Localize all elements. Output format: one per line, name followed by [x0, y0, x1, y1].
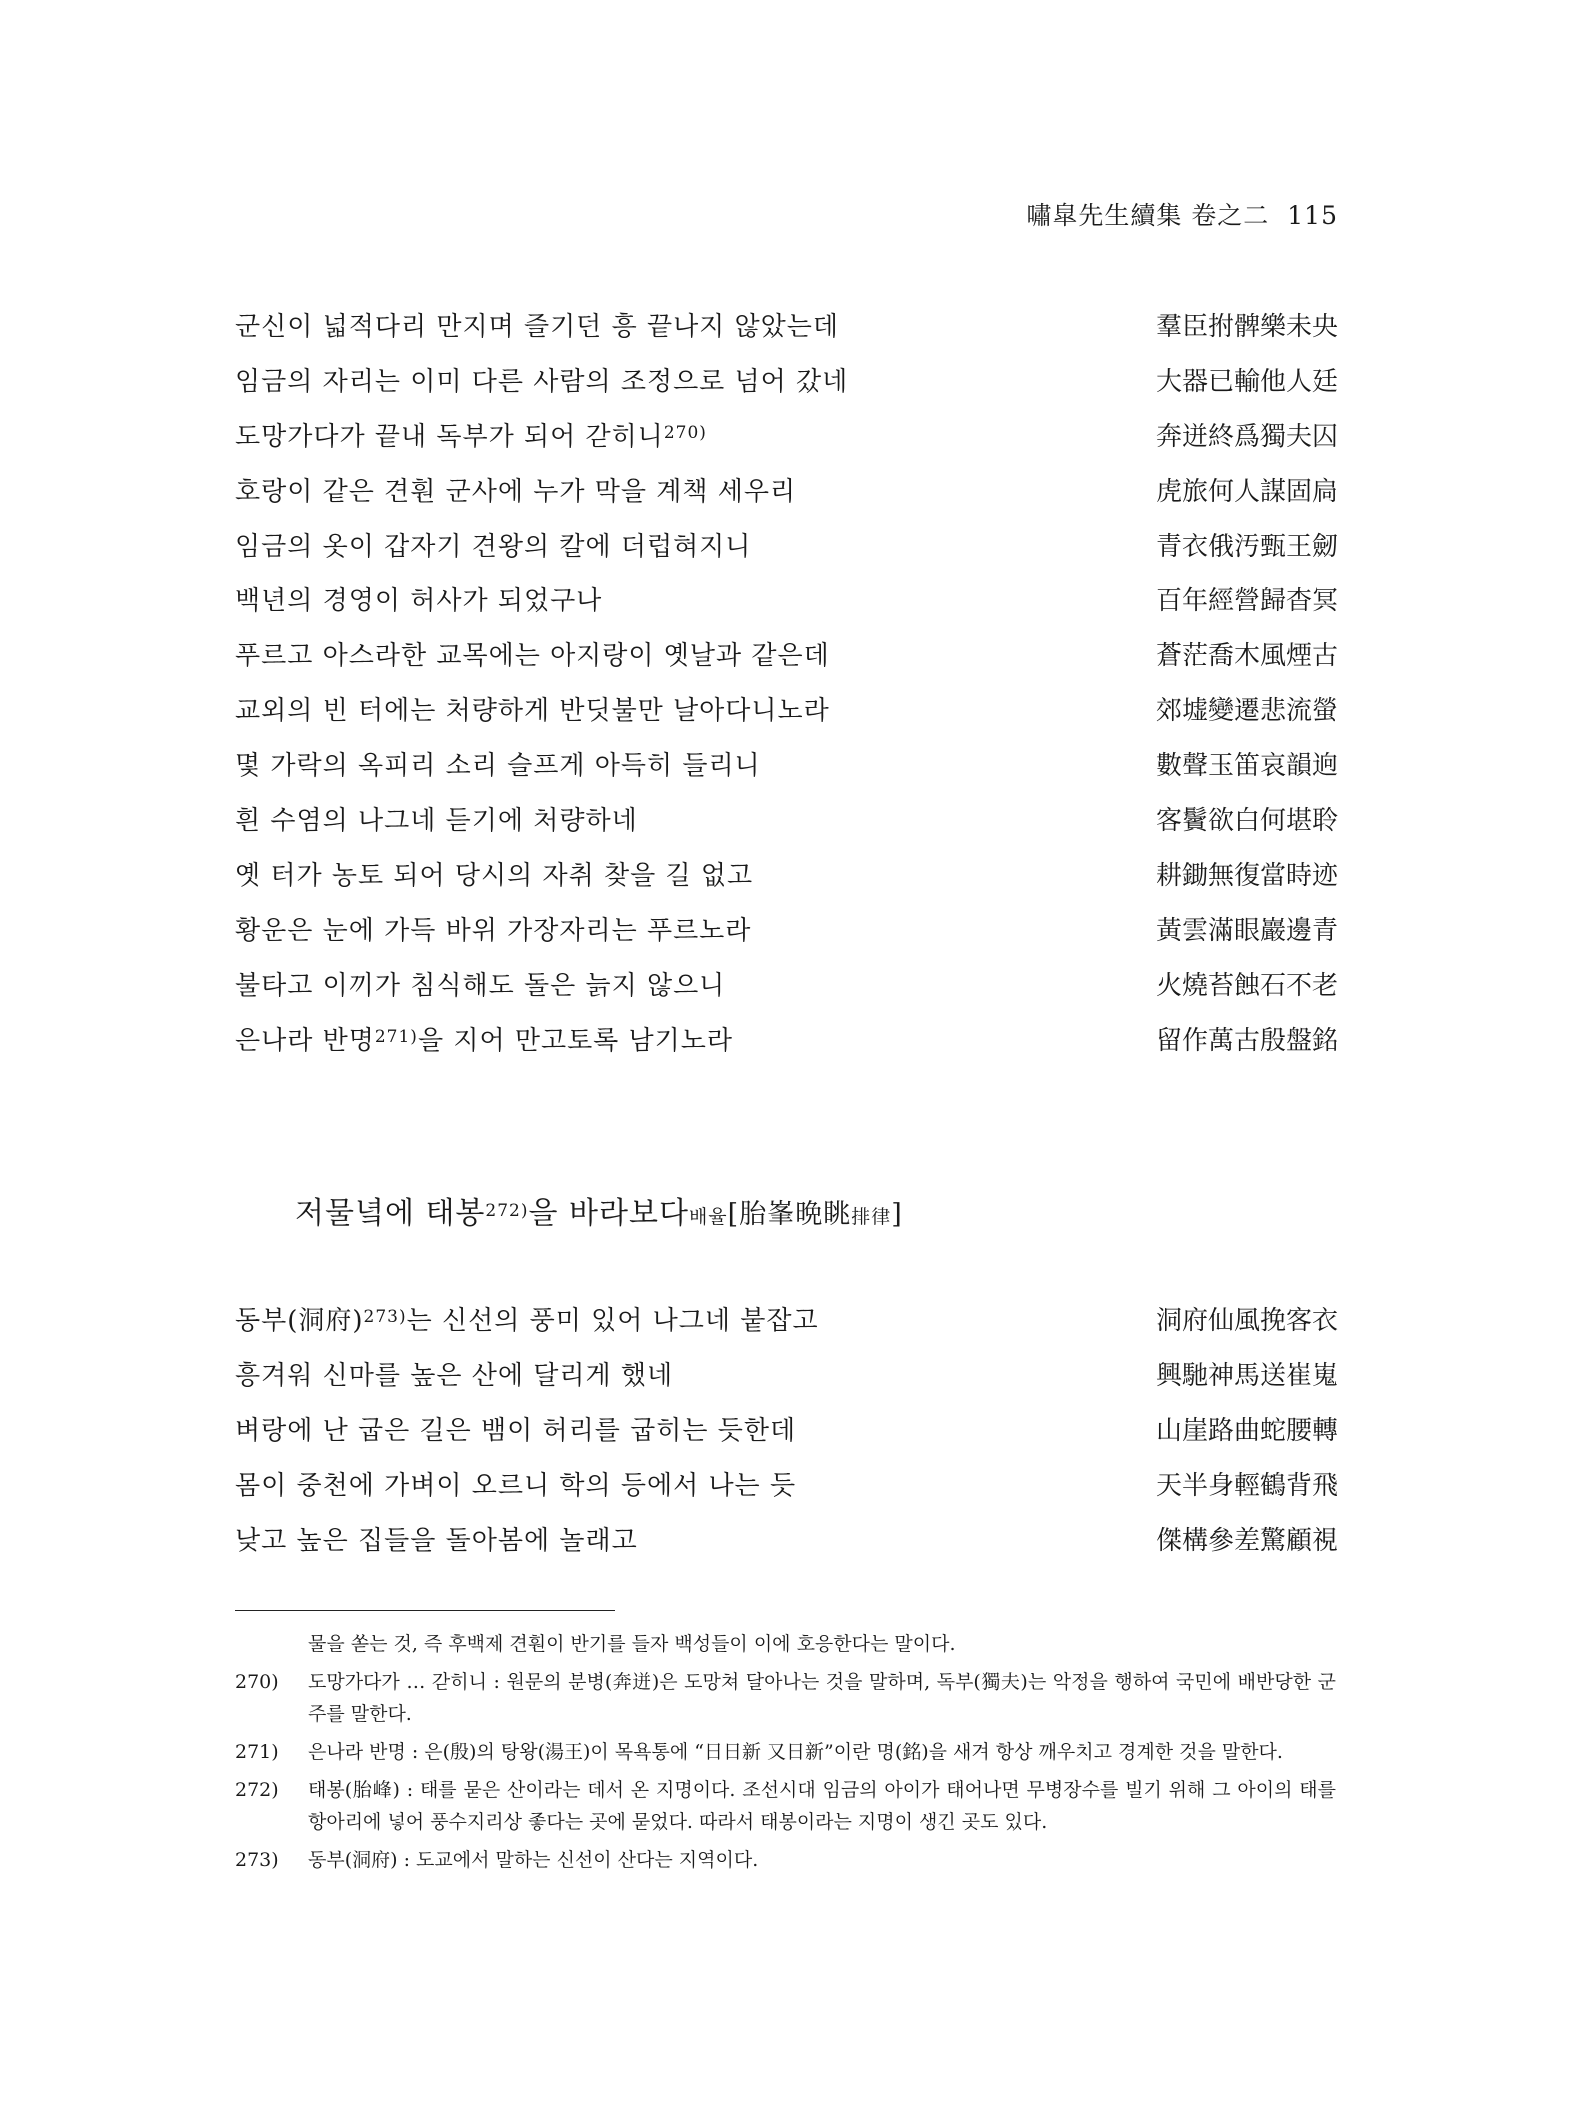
korean-translation: [235, 910, 751, 947]
korean-translation: [235, 635, 830, 672]
hanja-original: 洞府仙風挽客衣: [1155, 1306, 1338, 1336]
hanja-original: 百年經營歸杳冥: [1155, 586, 1338, 617]
korean-translation: [235, 361, 848, 398]
korean-translation: [235, 1520, 638, 1557]
poem-title-korean-b: 을 바라보다: [528, 1196, 689, 1231]
korean-text: 도망가다가 끝내 독부가 되어 갇히니: [235, 421, 664, 452]
korean-text: 은나라 반명: [235, 1025, 375, 1056]
korean-text-cont: 는 신선의 풍미 있어 나그네 붙잡고: [406, 1306, 819, 1336]
poem-continuation: [235, 306, 1338, 1074]
footnote: [235, 1774, 1336, 1838]
korean-text: 흰 수염의 나그네 듣기에 처량하네: [235, 806, 638, 837]
korean-translation: [235, 1465, 796, 1502]
hanja-original: 黃雲滿眼巖邊青: [1155, 915, 1338, 946]
korean-translation: [235, 1300, 819, 1337]
hanja-original: 蒼茫喬木風煙古: [1155, 641, 1338, 672]
korean-text: 몸이 중천에 가벼이 오르니 학의 등에서 나는 듯: [235, 1470, 797, 1501]
korean-text: 낮고 높은 집들을 돌아봄에 놀래고: [235, 1525, 638, 1556]
footnote-text: 동부(洞府) : 도교에서 말하는 신선이 산다는 지역이다.: [308, 1849, 759, 1871]
hanja-original: 郊墟變遷悲流螢: [1155, 696, 1338, 727]
hanja-original: 山崖路曲蛇腰轉: [1155, 1415, 1338, 1446]
poem-body: [235, 1300, 1338, 1574]
footnote-text: 도망가다가 … 갇히니 : 원문의 분병(奔迸)은 도망쳐 달아나는 것을 말하며, 독부(獨夫)는 악정을 행하여 국민에 배반당한 군주를 말한다.: [308, 1671, 1336, 1725]
footnote-ref[interactable]: 270): [663, 422, 707, 443]
footnote-ref[interactable]: 272): [485, 1201, 529, 1221]
hanja-original: 數聲玉笛哀韻逈: [1155, 751, 1338, 782]
hanja-original: 虎旅何人謀固扃: [1155, 476, 1338, 507]
poem-line: [235, 1300, 1338, 1355]
footnote-text: 은나라 반명 : 은(殷)의 탕왕(湯王)이 목욕통에 “日日新 又日新”이란 명(銘)을 새겨 항상 깨우치고 경계한 것을 말한다.: [308, 1741, 1283, 1763]
korean-text: 임금의 자리는 이미 다른 사람의 조정으로 넘어 갔네: [235, 366, 849, 397]
page-number: 115: [1287, 201, 1338, 230]
hanja-original: 耕鋤無復當時迹: [1155, 860, 1338, 891]
korean-text: 황운은 눈에 가득 바위 가장자리는 푸르노라: [235, 915, 752, 946]
footnote-number: 270): [235, 1671, 279, 1693]
korean-translation: [235, 690, 830, 727]
poem-form-korean: 배율: [688, 1206, 728, 1228]
poem-line: [235, 416, 1338, 471]
footnote-ref[interactable]: 271): [374, 1026, 418, 1047]
korean-translation: [235, 745, 761, 782]
poem-line: [235, 910, 1338, 965]
hanja-original: 傑構參差驚顧視: [1155, 1525, 1338, 1556]
poem-line: [235, 800, 1338, 855]
poem-line: [235, 580, 1338, 635]
poem-line: [235, 745, 1338, 800]
hanja-original: 興馳神馬送崔嵬: [1155, 1360, 1338, 1391]
korean-translation: [235, 1020, 733, 1057]
korean-translation: [235, 855, 753, 892]
korean-text: 벼랑에 난 굽은 길은 뱀이 허리를 굽히는 듯한데: [235, 1415, 797, 1446]
bracket-close: ]: [891, 1199, 903, 1230]
poem-line: [235, 855, 1338, 910]
footnote: [235, 1666, 1336, 1730]
korean-text: 군신이 넓적다리 만지며 즐기던 흥 끝나지 않았는데: [235, 312, 840, 342]
korean-translation: [235, 306, 839, 343]
korean-translation: [235, 800, 638, 837]
hanja-original: 奔迸終爲獨夫囚: [1155, 421, 1338, 452]
footnote-divider: [235, 1610, 615, 1611]
korean-translation: [235, 416, 707, 453]
footnote-continuation: 물을 쏟는 것, 즉 후백제 견훤이 반기를 들자 백성들이 이에 호응한다는 말이다.: [308, 1633, 956, 1655]
poem-line: [235, 965, 1338, 1020]
hanja-original: 客鬢欲白何堪聆: [1155, 806, 1338, 837]
hanja-original: 火燒苔蝕石不老: [1155, 970, 1338, 1001]
footnote: [235, 1844, 1336, 1876]
poem-title-hanja: 胎峯晩眺: [739, 1199, 852, 1230]
footnote: [235, 1736, 1336, 1768]
footnote-ref[interactable]: 273): [363, 1307, 407, 1327]
footnote-number: 273): [235, 1849, 279, 1871]
footnote-text: 태봉(胎峰) : 태를 묻은 산이라는 데서 온 지명이다. 조선시대 임금의 아이가 태어나면 무병장수를 빌기 위해 그 아이의 태를 항아리에 넣어 풍수지리상 좋다는 곳에 묻었다. 따라서 태봉이라는 지명이 생긴 곳도 있다.: [308, 1779, 1336, 1833]
poem-line: [235, 1020, 1338, 1075]
korean-text: 동부(洞府): [235, 1306, 364, 1336]
hanja-original: 天半身輕鶴背飛: [1155, 1470, 1338, 1501]
korean-text: 푸르고 아스라한 교목에는 아지랑이 옛날과 같은데: [235, 641, 830, 672]
korean-translation: [235, 580, 602, 617]
korean-text-cont: 을 지어 만고토록 남기노라: [417, 1025, 734, 1056]
poem-form-hanja: 排律: [851, 1206, 892, 1228]
footnotes: [235, 1628, 1336, 1876]
bracket-open: [: [727, 1199, 740, 1230]
footnote-number: 272): [235, 1779, 279, 1801]
poem-line: [235, 471, 1338, 526]
korean-text: 불타고 이끼가 침식해도 돌은 늙지 않으니: [235, 970, 726, 1001]
poem-line: [235, 306, 1338, 361]
korean-text: 몇 가락의 옥피리 소리 슬프게 아득히 들리니: [235, 751, 761, 782]
hanja-original: 大器已輸他人廷: [1155, 366, 1338, 397]
korean-text: 흥겨워 신마를 높은 산에 달리게 했네: [235, 1360, 674, 1391]
running-header: [1026, 196, 1338, 232]
poem-line: [235, 1465, 1338, 1520]
book-title: 嘯皐先生續集 卷之二: [1026, 201, 1270, 230]
footnote-number: 271): [235, 1741, 279, 1763]
hanja-original: 青衣俄汚甄王劒: [1155, 531, 1338, 562]
poem-line: [235, 635, 1338, 690]
poem-line: [235, 361, 1338, 416]
korean-text: 임금의 옷이 갑자기 견왕의 칼에 더럽혀지니: [235, 531, 752, 562]
korean-text: 백년의 경영이 허사가 되었구나: [235, 586, 603, 617]
poem-title: [295, 1188, 903, 1232]
korean-translation: [235, 471, 796, 508]
poem-line: [235, 526, 1338, 581]
hanja-original: 留作萬古殷盤銘: [1155, 1025, 1338, 1056]
korean-text: 호랑이 같은 견훤 군사에 누가 막을 계책 세우리: [235, 476, 797, 507]
korean-translation: [235, 1355, 673, 1392]
korean-translation: [235, 526, 751, 563]
poem-title-korean-a: 저물녘에 태봉: [295, 1196, 486, 1231]
korean-text: 교외의 빈 터에는 처량하게 반딧불만 날아다니노라: [235, 696, 830, 727]
poem-line: [235, 690, 1338, 745]
korean-translation: [235, 1410, 796, 1447]
hanja-original: 羣臣拊髀樂未央: [1155, 312, 1338, 342]
poem-line: [235, 1520, 1338, 1575]
korean-translation: [235, 965, 725, 1002]
poem-line: [235, 1410, 1338, 1465]
korean-text: 옛 터가 농토 되어 당시의 자취 찾을 길 없고: [235, 860, 754, 891]
poem-line: [235, 1355, 1338, 1410]
